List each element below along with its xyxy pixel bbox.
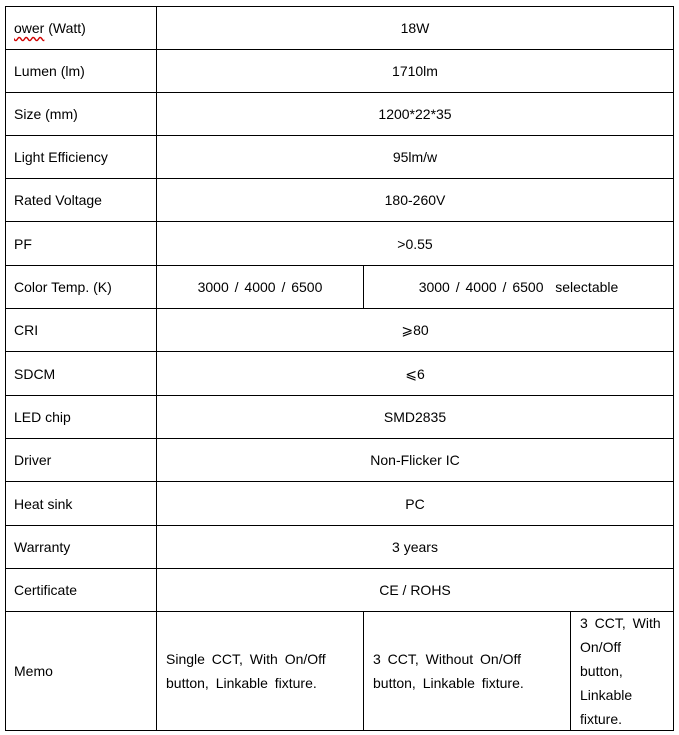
row-value-rated-voltage: 180-260V — [157, 179, 673, 222]
row-value-memo-b: 3 CCT, Without On/Off button, Linkable fixture. — [364, 612, 571, 730]
row-label-size: Size (mm) — [6, 93, 157, 136]
row-label-light-efficiency: Light Efficiency — [6, 136, 157, 179]
row-value-size: 1200*22*35 — [157, 93, 673, 136]
row-value-power: 18W — [157, 7, 673, 50]
row-value-memo-a: Single CCT, With On/Off button, Linkable fixture. — [157, 612, 364, 730]
label-power-suffix: (Watt) — [44, 20, 86, 36]
row-value-memo-c: 3 CCT, With On/Off button, Linkable fixture. — [580, 615, 661, 727]
row-label-sdcm: SDCM — [6, 352, 157, 396]
row-label-cri: CRI — [6, 309, 157, 352]
row-label-color-temp: Color Temp. (K) — [6, 266, 157, 309]
row-value-pf: >0.55 — [157, 222, 673, 266]
row-label-power — [6, 7, 157, 50]
row-value-warranty: 3 years — [157, 526, 673, 569]
label-power-prefix: ower — [14, 20, 45, 36]
row-label-heat-sink: Heat sink — [6, 482, 157, 526]
row-value-cri: ⩾80 — [157, 309, 673, 352]
row-label-driver: Driver — [6, 439, 157, 482]
row-value-led-chip: SMD2835 — [157, 396, 673, 439]
row-value-light-efficiency: 95lm/w — [157, 136, 673, 179]
spec-table — [5, 6, 674, 731]
row-label-pf: PF — [6, 222, 157, 266]
row-label-certificate: Certificate — [6, 569, 157, 612]
row-value-lumen: 1710lm — [157, 50, 673, 93]
row-value-color-temp-b: 3000 / 4000 / 6500 selectable — [364, 266, 673, 309]
row-label-lumen: Lumen (lm) — [6, 50, 157, 93]
row-value-sdcm: ⩽6 — [157, 352, 673, 396]
row-value-color-temp-a: 3000 / 4000 / 6500 — [157, 266, 364, 309]
row-label-rated-voltage: Rated Voltage — [6, 179, 157, 222]
row-value-certificate: CE / ROHS — [157, 569, 673, 612]
row-label-warranty: Warranty — [6, 526, 157, 569]
row-value-driver: Non-Flicker IC — [157, 439, 673, 482]
row-label-led-chip: LED chip — [6, 396, 157, 439]
row-value-heat-sink: PC — [157, 482, 673, 526]
row-label-memo: Memo — [6, 612, 157, 730]
